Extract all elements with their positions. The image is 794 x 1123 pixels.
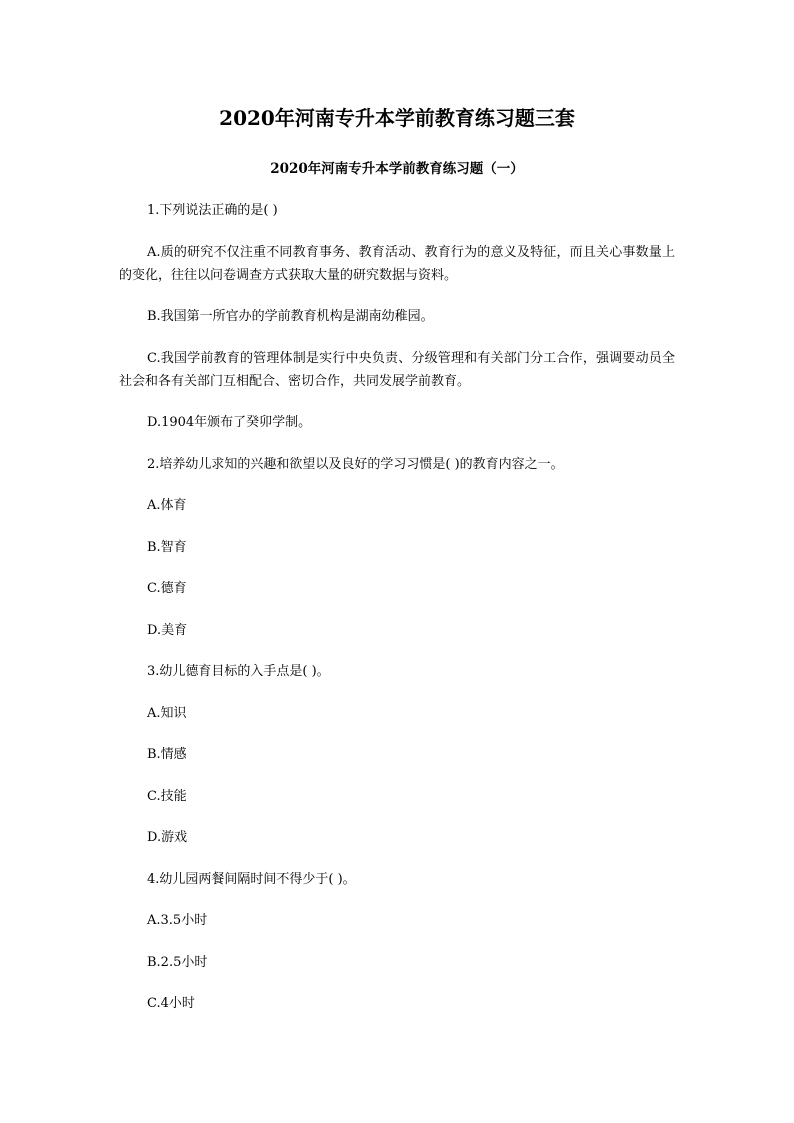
question-2-option-d: D.美育 xyxy=(147,622,188,638)
question-3-option-d: D.游戏 xyxy=(147,830,188,845)
question-2-option-a: A.体育 xyxy=(147,498,187,513)
question-2: 2.培养幼儿求知的兴趣和欲望以及良好的学习习惯是( )的教育内容之一。 xyxy=(147,456,564,472)
question-4: 4.幼儿园两餐间隔时间不得少于( )。 xyxy=(147,871,356,887)
question-1-option-b: B.我国第一所官办的学前教育机构是湖南幼稚园。 xyxy=(147,309,434,324)
question-1-option-c: C.我国学前教育的管理体制是实行中央负责、分级管理和有关部门分工合作，强调要动员全社会和各有关部门互相配合、密切合作，共同发展学前教育。 xyxy=(119,350,675,389)
question-1: 1.下列说法正确的是( ) xyxy=(147,203,278,218)
document-title: 2020年河南专升本学前教育练习题三套 xyxy=(219,106,575,130)
question-2-option-c: C.德育 xyxy=(147,581,187,596)
question-3: 3.幼儿德育目标的入手点是( )。 xyxy=(147,664,330,679)
question-4-option-b: B.2.5小时 xyxy=(147,954,208,970)
document-subtitle: 2020年河南专升本学前教育练习题（一） xyxy=(270,161,524,177)
document-body xyxy=(119,199,675,1034)
question-1-option-d: D.1904年颁布了癸卯学制。 xyxy=(147,415,312,430)
question-3-option-a: A.知识 xyxy=(147,705,187,721)
question-3-option-c: C.技能 xyxy=(147,788,187,804)
question-3-option-b: B.情感 xyxy=(147,747,187,762)
question-1-option-a: A.质的研究不仅注重不同教育事务、教育活动、教育行为的意义及特征，而且关心事数量上的变化，往往以问卷调查方式获取大量的研究数据与资料。 xyxy=(119,244,675,283)
question-4-option-a: A.3.5小时 xyxy=(147,913,208,928)
question-2-option-b: B.智育 xyxy=(147,539,187,555)
question-4-option-c: C.4小时 xyxy=(147,996,195,1011)
